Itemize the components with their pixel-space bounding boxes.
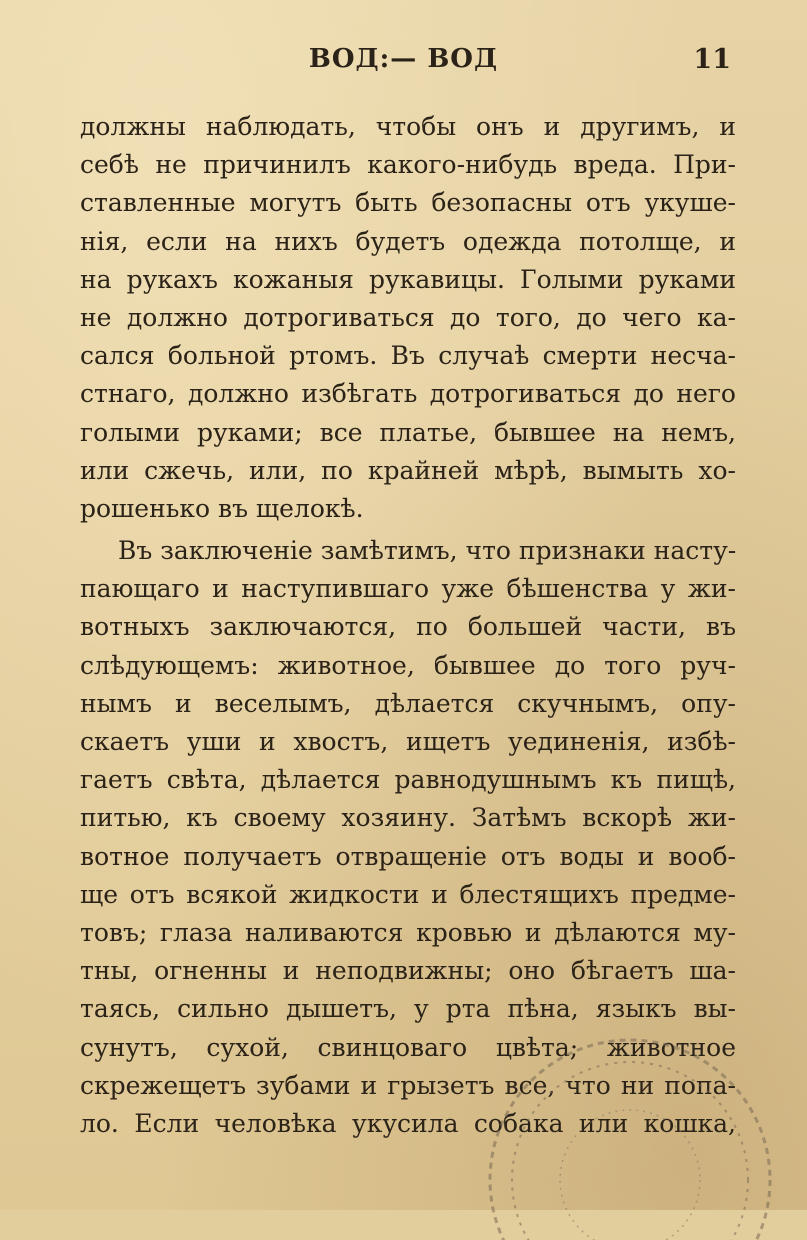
text-line: не должно дотрогиваться до того, до чего ка-	[80, 302, 736, 332]
text-line: себѣ не причинилъ какого-нибудь вреда. При-	[80, 150, 736, 180]
text-line: ставленные могутъ быть безопасны отъ укуше-	[80, 188, 736, 218]
paragraph-2	[80, 532, 736, 1143]
text-line: вотное получаетъ отвращеніе отъ воды и вооб-	[80, 841, 736, 871]
text-line: сался больной ртомъ. Въ случаѣ смерти несча-	[80, 341, 736, 371]
text-line: стнаго, должно избѣгать дотрогиваться до него	[80, 379, 736, 409]
running-head: ВОД:— ВОД	[308, 44, 499, 74]
page-header	[0, 44, 807, 84]
text-line: сунутъ, сухой, свинцоваго цвѣта; животное	[80, 1032, 736, 1062]
text-line: вотныхъ заключаются, по большей части, въ	[80, 612, 736, 642]
paragraph-1	[80, 108, 736, 528]
text-line: на рукахъ кожаныя рукавицы. Голыми руками	[80, 264, 736, 294]
text-line: таясь, сильно дышетъ, у рта пѣна, языкъ вы-	[80, 994, 736, 1024]
text-line: нія, если на нихъ будетъ одежда потолще, и	[80, 226, 736, 256]
text-line: ще отъ всякой жидкости и блестящихъ предме-	[80, 879, 736, 909]
text-line: нымъ и веселымъ, дѣлается скучнымъ, опу-	[80, 688, 736, 718]
text-line: должны наблюдать, чтобы онъ и другимъ, и	[80, 112, 736, 141]
text-line: товъ; глаза наливаются кровью и дѣлаются му-	[80, 917, 736, 947]
text-line: скрежещетъ зубами и грызетъ все, что ни попа-	[80, 1070, 736, 1100]
text-line: или сжечь, или, по крайней мѣрѣ, вымыть хо-	[80, 455, 736, 485]
text-line: слѣдующемъ: животное, бывшее до того руч-	[80, 650, 736, 680]
text-line: тны, огненны и неподвижны; оно бѣгаетъ ша-	[80, 956, 736, 986]
text-line: питью, къ своему хозяину. Затѣмъ вскорѣ жи-	[80, 803, 736, 833]
page-number: 11	[693, 44, 731, 75]
text-line: рошенько въ щелокѣ.	[80, 493, 364, 523]
text-line: Въ заключеніе замѣтимъ, что признаки насту-	[118, 536, 737, 566]
text-line: голыми руками; все платье, бывшее на немъ,	[80, 417, 736, 447]
text-line: пающаго и наступившаго уже бѣшенства у жи-	[80, 574, 736, 604]
body-text	[80, 108, 736, 1143]
text-line: ло. Если человѣка укусила собака или кошка,	[80, 1108, 736, 1138]
text-line: гаетъ свѣта, дѣлается равнодушнымъ къ пищѣ,	[80, 765, 736, 795]
text-line: скаетъ уши и хвостъ, ищетъ уединенія, избѣ-	[80, 727, 736, 756]
